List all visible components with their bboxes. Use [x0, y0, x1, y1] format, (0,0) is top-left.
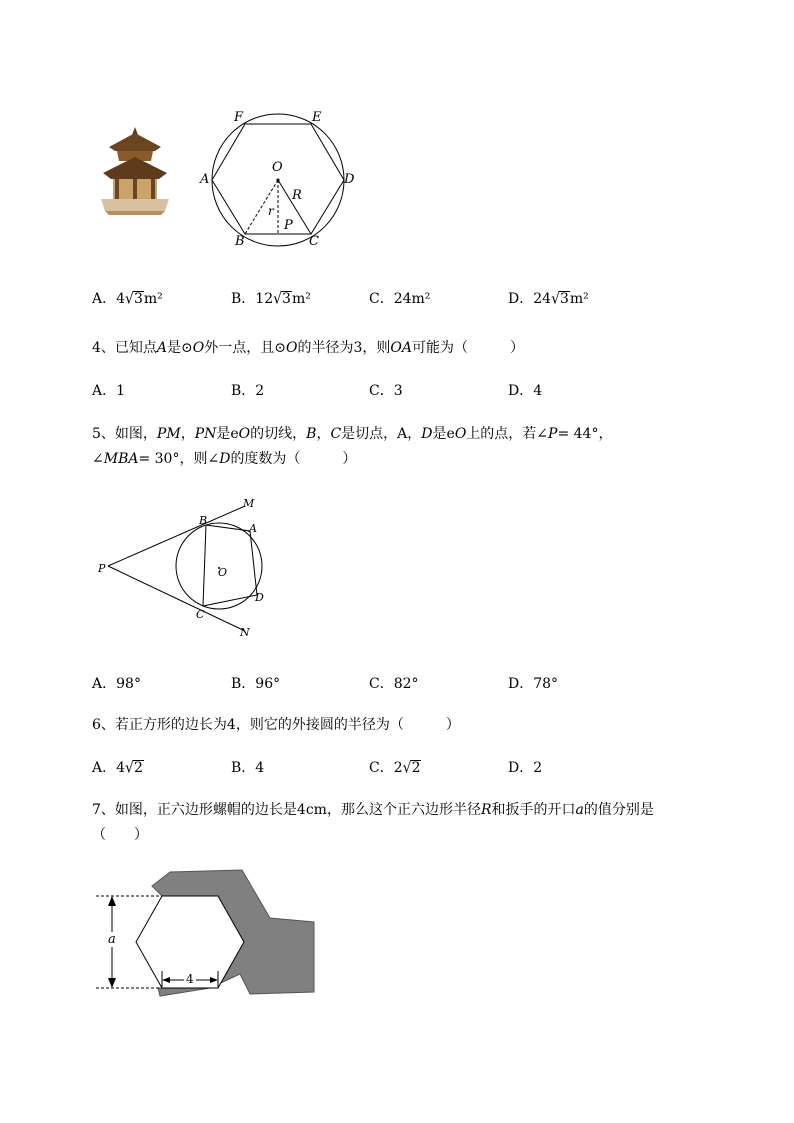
label-C: C — [196, 608, 205, 621]
label-D: D — [344, 172, 355, 187]
q3-option-b: B．12√3m² — [231, 290, 311, 308]
label-A: A — [200, 172, 210, 187]
label-N: N — [240, 626, 250, 639]
label-M: M — [243, 497, 255, 510]
label-A: A — [249, 522, 257, 535]
q6-option-d: D．2 — [508, 760, 543, 776]
q6-option-b: B．4 — [231, 760, 265, 776]
label-B: B — [199, 514, 208, 527]
label-P: P — [284, 218, 293, 233]
label-E: E — [312, 110, 322, 125]
wrench-nut-figure — [92, 866, 322, 1011]
label-C: C — [309, 234, 319, 249]
q5-option-c: C．82° — [369, 676, 419, 692]
q3-option-d: D．24√3m² — [508, 290, 589, 308]
q3-option-c: C．24m² — [369, 291, 431, 307]
q7-stem-line1: 7、如图，正六边形螺帽的边长是4cm，那么这个正六边形半径R和扳手的开口a的值分别是 — [92, 802, 654, 818]
label-r: r — [268, 204, 274, 218]
pavilion-image — [95, 125, 175, 217]
hexagon-circle-figure — [198, 108, 368, 253]
label-R: R — [292, 188, 302, 203]
q5-option-d: D．78° — [508, 676, 559, 692]
q7-stem-line2: （ ） — [92, 827, 148, 843]
q5-option-b: B．96° — [231, 676, 281, 692]
label-a: a — [108, 932, 116, 947]
q5-option-a: A．98° — [92, 676, 141, 692]
label-O: O — [218, 566, 228, 579]
label-B: B — [235, 234, 245, 249]
label-P: P — [98, 562, 106, 575]
q4-option-c: C．3 — [369, 383, 403, 399]
q5-stem-line2: ∠MBA= 30°，则∠D的度数为（ ） — [92, 451, 357, 467]
label-F: F — [234, 110, 244, 125]
q4-stem: 4、已知点A是⊙O外一点，且⊙O的半径为3，则OA可能为（ ） — [92, 340, 524, 356]
label-4: 4 — [186, 972, 194, 986]
q6-stem: 6、若正方形的边长为4，则它的外接圆的半径为（ ） — [92, 717, 460, 733]
q3-option-a: A．4√3m² — [92, 290, 163, 308]
q5-stem-line1: 5、如图，PM，PN是eO的切线，B，C是切点，A，D是eO上的点，若∠P= 44°， — [92, 426, 613, 442]
q4-option-d: D．4 — [508, 383, 543, 399]
q4-option-a: A．1 — [92, 383, 126, 399]
label-D: D — [255, 591, 264, 604]
tangent-circle-figure — [95, 495, 270, 645]
q4-option-b: B．2 — [231, 383, 265, 399]
q6-option-c: C．2√2 — [369, 759, 421, 777]
q6-option-a: A．4√2 — [92, 759, 143, 777]
label-O: O — [272, 160, 283, 175]
